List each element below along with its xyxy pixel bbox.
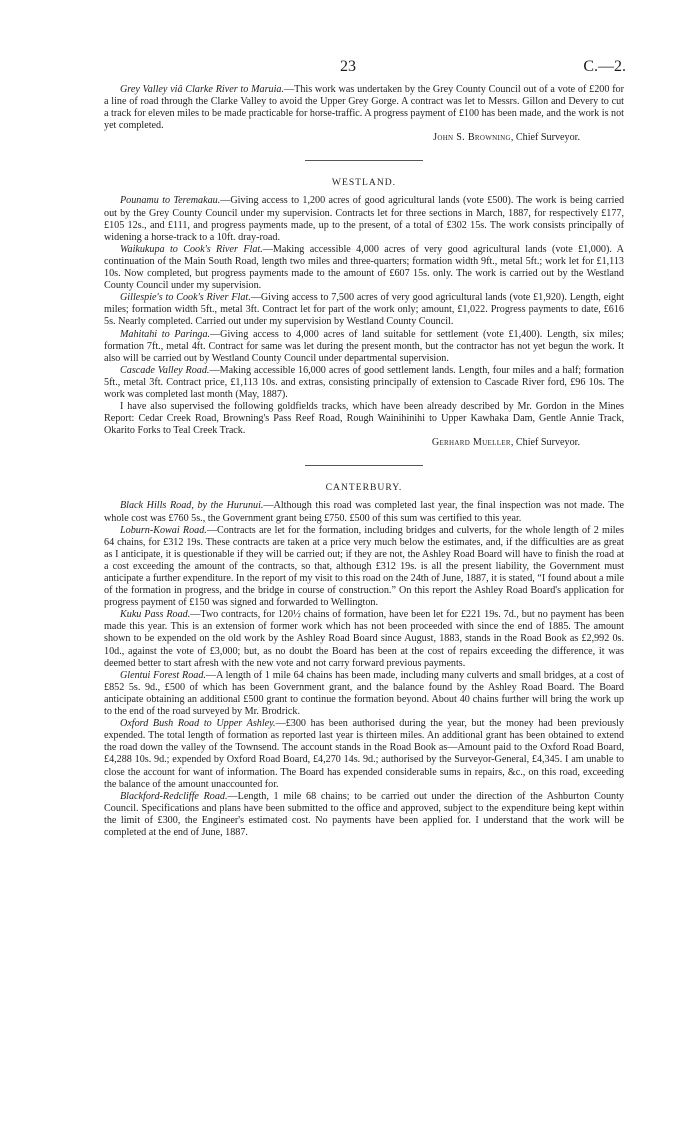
paragraph-title: Kuku Pass Road.	[120, 609, 191, 621]
page-number: 23	[340, 58, 356, 75]
paragraph-pounamu	[104, 195, 624, 243]
document-reference: C.—2.	[583, 58, 626, 75]
signature-name: Gerhard Mueller	[431, 437, 511, 449]
paragraph-body: —Giving access to 1,200 acres of good agricultural lands (vote £500). The work is being carried out by the Grey County Council under my supervision. Contracts let for three sections in March, 1887, for respectively £177, £105 12s., and £111, and progress payments made, up to the present, of a total of £302 15s. The work consists principally of widening a horse-track to a 10ft. dray-road.	[104, 195, 625, 243]
paragraph-blackford-redcliffe	[104, 791, 624, 839]
paragraph-body: —Length, 1 mile 68 chains; to be carried out under the direction of the Ashburton County Council. Specifications and plans have been submitted to the office and approved, subject to the expenditure being kept within the limit of £300, the Engineer's estimated cost. No payments have been applied for. I understand that the work will be completed at the end of June, 1887.	[104, 790, 624, 838]
paragraph-body: —A length of 1 mile 64 chains has been made, including many culverts and small bridges, at a cost of £852 5s. 9d., £500 of which has been Government grant, and the balance found by the Ashley Road Board. The Board anticipate obtaining an additional £500 grant to continue the formation beyond. About 40 chains further will bring the work up to the end of the road surveyed by Mr. Brodrick.	[104, 669, 624, 718]
paragraph-waikukupa	[104, 244, 624, 292]
paragraph-oxford-bush	[104, 718, 624, 791]
signature-role: , Chief Surveyor.	[510, 437, 580, 449]
section-heading-westland: WESTLAND.	[331, 177, 397, 189]
paragraph-body: —Making accessible 4,000 acres of very good agricultural lands (vote £1,000). A continuation of the Main South Road, length two miles and three-quarters; formation width 9ft., metal 5ft.; work let for £1,113 10s. Now completed, but progress payments made to the amount of £607 15s. only. The work is carried out by the Westland County Council under my supervision.	[104, 243, 624, 292]
paragraph-body: —Two contracts, for 120½ chains of formation, have been let for £221 19s. 7d., but no payment has been made this year. This is an extension of former work which has not been proceeded with since the end of 1885. The amount shown to be expended on the old work by the Ashley Road Board since August, 1883, stands in the Road Book as £2,992 0s. 10d., against the vote of £3,000; but, as no doubt the Board has been at the cost of repairs exceeding the difference, it was deemed better to start afresh with the new vote and not carry forward previous payments.	[104, 609, 625, 669]
paragraph-title: Loburn-Kowai Road.	[120, 524, 207, 536]
paragraph-cascade-valley	[104, 365, 624, 401]
paragraph-goldfields-tracks: I have also supervised the following goldfields tracks, which have been already described by Mr. Gordon in the Mines Report: Cedar Creek Road, Browning's Pass Reef Road, Rough Wainihinihi to Upper Kawhaka Dam, Gentle Annie Track, Okarito Forks to Teal Creek Track.	[104, 401, 624, 437]
paragraph-loburn-kowai	[104, 525, 624, 610]
signature-name: John S. Browning	[433, 132, 511, 144]
paragraph-body: —Contracts are let for the formation, including bridges and culverts, for the whole length of 2 miles 64 chains, for £312 19s. These contracts are taken at a price very much below the estimates, and, if the difficulties are as great as I anticipate, it is questionable if they will be carried out; if they are not, the Ashley Road Board will have to finish the road at a cost exceeding the amount of the contracts, so that, although £312 19s. is all the present liability, the Government must anticipate a further expenditure. In the report of my visit to this road on the 24th of June, 1887, it is stated, “I found about a mile of the formation in progress, and the bridge in course of construction.” On this report the Ashley Road Board's application for progress payment of £150 was signed and forwarded to Wellington.	[104, 524, 624, 609]
section-divider	[305, 160, 423, 161]
paragraph-body: —Giving access to 7,500 acres of very good agricultural lands (vote £1,920). Length, eight miles; formation width 5ft., metal 3ft. Contract let for part of the work only; amount, £1,022. Progress payments to date, £616 5s. Nearly completed. Carried out under my supervision by Westland County Council.	[104, 292, 624, 328]
paragraph-glentui-forest	[104, 670, 624, 718]
paragraph-title: Oxford Bush Road to Upper Ashley.	[120, 718, 276, 730]
paragraph-body: —£300 has been authorised during the year, but the money had been previously expended. The total length of formation as reported last year is thirteen miles. An additional grant has been obtained to extend the road down the valley of the Townsend. The account stands in the Road Book as—Amount paid to the Oxford Road Board, £4,288 10s. 9d.; expended by Oxford Road Board, £4,270 14s. 9d.; authorised by the Surveyor-General, £4,345. I am unable to close the account for want of information. The Board has expended considerable sums in repairs, &c., on this road, exceeding the balance of the amount unaccounted for.	[104, 718, 624, 790]
paragraph-gillespies	[104, 292, 624, 328]
paragraph-mahitahi	[104, 329, 624, 365]
paragraph-title: Pounamu to Teremakau.	[120, 195, 221, 207]
paragraph-grey-valley	[104, 84, 624, 132]
section-divider	[305, 465, 423, 466]
paragraph-title: Black Hills Road, by the Hurunui.	[120, 500, 264, 512]
document-page	[104, 58, 624, 839]
paragraph-title: Grey Valley viâ Clarke River to Maruia.	[120, 84, 285, 95]
section-heading-canterbury: CANTERBURY.	[325, 482, 403, 494]
paragraph-title: Gillespie's to Cook's River Flat.	[120, 292, 251, 304]
signature-role: , Chief Surveyor.	[510, 132, 580, 144]
page-header	[104, 58, 624, 84]
signature-browning	[104, 132, 624, 144]
paragraph-kuku-pass	[104, 609, 624, 669]
paragraph-title: Cascade Valley Road.	[120, 364, 210, 376]
paragraph-body: —This work was undertaken by the Grey County Council out of a vote of £200 for a line of road through the Clarke Valley to avoid the Upper Grey Gorge. A contract was let to Messrs. Gillon and Devery to cut a track for eleven miles to be made practicable for horse-traffic. A progress payment of £100 has been made, and the work is not yet completed.	[104, 84, 624, 132]
paragraph-body: —Making accessible 16,000 acres of good settlement lands. Length, four miles and a half; formation 5ft., metal 3ft. Contract price, £1,113 10s. and extras, consisting principally of extension to Cascade River ford, £96 10s. The work was completed last month (May, 1887).	[104, 364, 624, 400]
paragraph-title: Glentui Forest Road.	[120, 669, 206, 681]
paragraph-black-hills	[104, 500, 624, 524]
paragraph-title: Waikukupa to Cook's River Flat.	[120, 243, 263, 255]
paragraph-body: —Although this road was completed last year, the final inspection was not made. The whole cost was £760 5s., the Government grant being £750. £500 of this sum was certified to this year.	[104, 500, 624, 524]
signature-mueller	[104, 437, 624, 449]
paragraph-body: —Giving access to 4,000 acres of land suitable for settlement (vote £1,400). Length, six miles; formation 7ft., metal 4ft. Contract for same was let during the present month, but the contractor has not yet begun the work. It also will be carried out by Westland County Council under departmental supervision.	[104, 328, 624, 364]
paragraph-title: Mahitahi to Paringa.	[120, 328, 211, 340]
paragraph-title: Blackford-Redcliffe Road.	[120, 790, 228, 802]
